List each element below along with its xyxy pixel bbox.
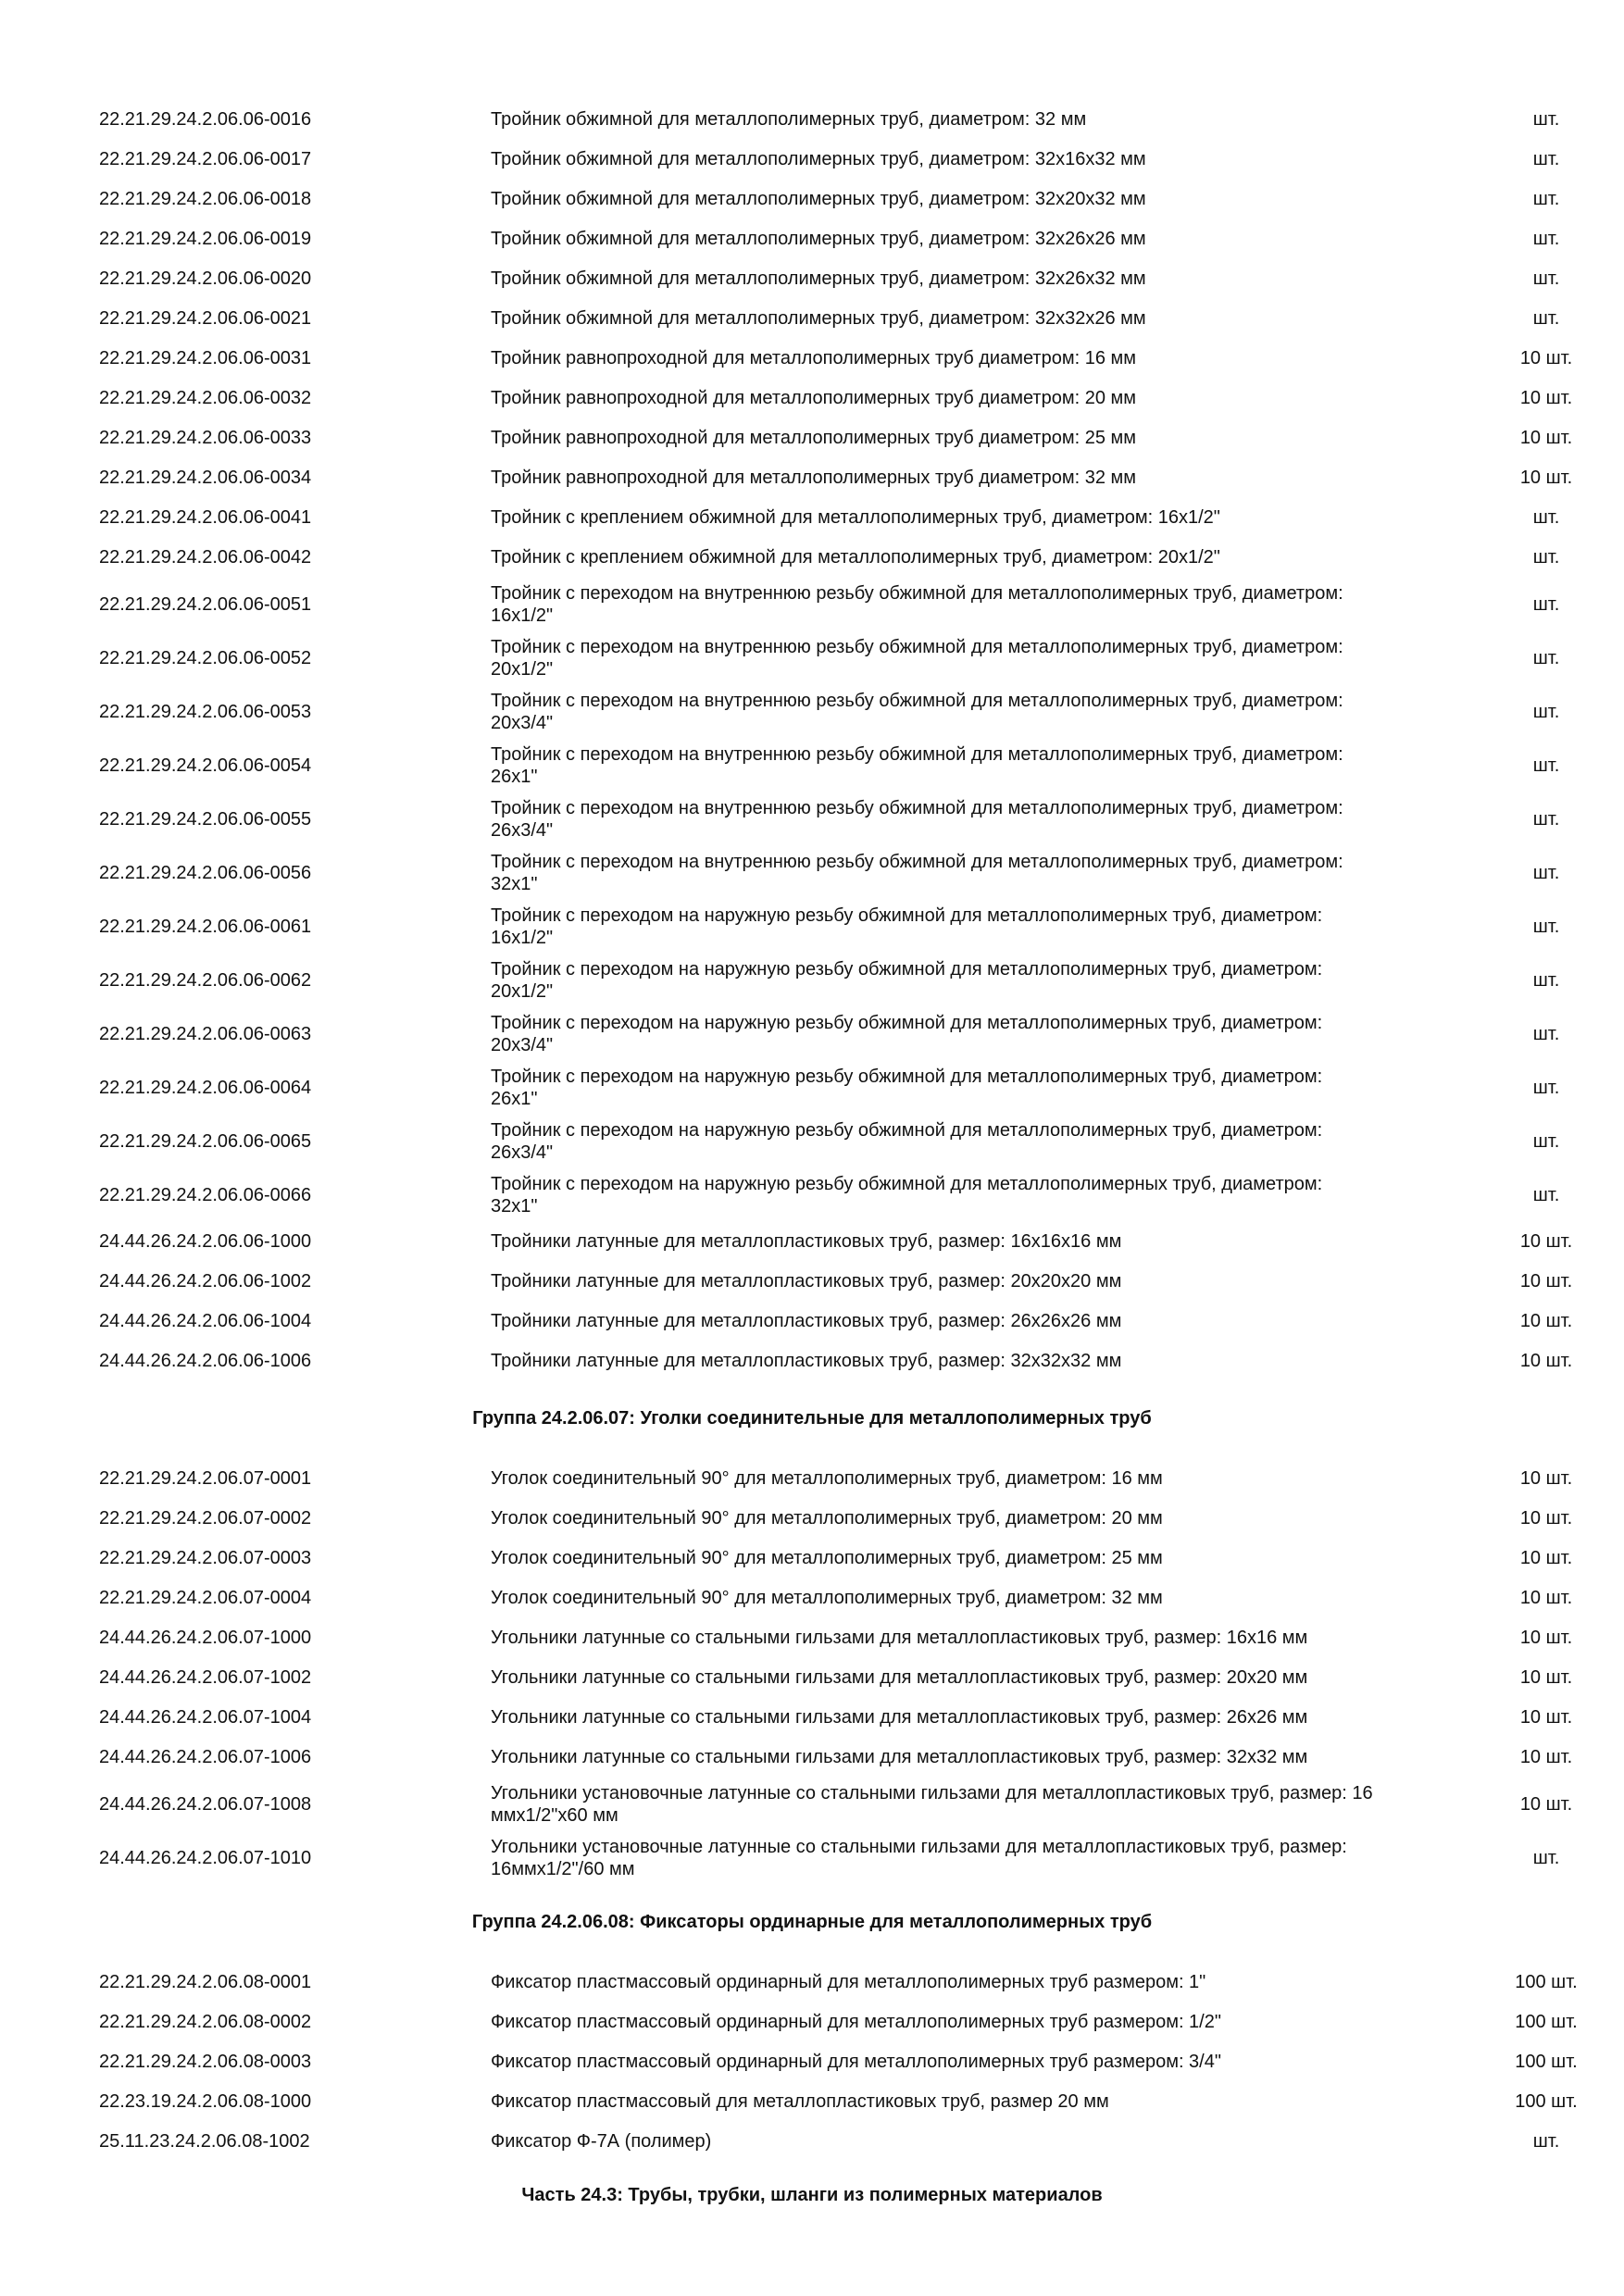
item-unit: 10 шт. bbox=[1519, 1628, 1573, 1648]
table-row bbox=[0, 797, 1624, 842]
item-name-line1: Тройник с переходом на внутреннюю резьбу обжимной для металлополимерных труб, диаметром: bbox=[491, 691, 1343, 711]
item-code: 22.21.29.24.2.06.06-0053 bbox=[99, 702, 312, 722]
item-name bbox=[491, 1836, 1454, 1880]
table-row bbox=[0, 905, 1624, 949]
item-name-line1: Тройники латунные для металлопластиковых труб, размер: 26х26х26 мм bbox=[491, 1311, 1122, 1331]
item-name-line2: 20х1/2" bbox=[491, 659, 554, 680]
item-name bbox=[491, 1230, 1454, 1253]
item-name bbox=[491, 1627, 1454, 1649]
table-row bbox=[0, 2011, 1624, 2033]
table-row bbox=[0, 690, 1624, 734]
item-code: 24.44.26.24.2.06.07-1006 bbox=[99, 1747, 312, 1767]
item-code: 25.11.23.24.2.06.08-1002 bbox=[99, 2131, 310, 2152]
item-unit: шт. bbox=[1532, 1078, 1560, 1098]
item-name bbox=[491, 1119, 1454, 1164]
item-name bbox=[491, 347, 1454, 369]
item-name-line1: Тройник с переходом на наружную резьбу обжимной для металлополимерных труб, диаметром: bbox=[491, 1067, 1323, 1087]
item-name-line1: Фиксатор пластмассовый ординарный для металлополимерных труб размером: 3/4" bbox=[491, 2052, 1221, 2072]
item-unit: шт. bbox=[1532, 1024, 1560, 1044]
item-code: 24.44.26.24.2.06.07-1010 bbox=[99, 1848, 312, 1868]
item-unit: 10 шт. bbox=[1519, 428, 1573, 448]
item-unit: 10 шт. bbox=[1519, 1747, 1573, 1767]
item-name-line1: Тройники латунные для металлопластиковых труб, размер: 20х20х20 мм bbox=[491, 1271, 1122, 1292]
table-row bbox=[0, 1119, 1624, 1164]
table-row bbox=[0, 743, 1624, 788]
item-name-line2: 20х3/4" bbox=[491, 713, 554, 733]
item-unit: шт. bbox=[1532, 863, 1560, 883]
item-code: 24.44.26.24.2.06.06-1006 bbox=[99, 1351, 312, 1371]
item-name-line1: Тройник с переходом на внутреннюю резьбу обжимной для металлополимерных труб, диаметром: bbox=[491, 744, 1343, 765]
item-code: 22.21.29.24.2.06.06-0061 bbox=[99, 917, 312, 937]
item-name-line1: Тройник обжимной для металлополимерных труб, диаметром: 32х32х26 мм bbox=[491, 308, 1146, 329]
item-name-line1: Фиксатор пластмассовый для металлопластиковых труб, размер 20 мм bbox=[491, 2091, 1109, 2112]
table-row bbox=[0, 347, 1624, 369]
part-heading: Часть 24.3: Трубы, трубки, шланги из полимерных материалов bbox=[521, 2185, 1103, 2205]
item-code: 22.21.29.24.2.06.06-0031 bbox=[99, 348, 312, 368]
table-row bbox=[0, 467, 1624, 489]
table-row bbox=[0, 851, 1624, 895]
item-name bbox=[491, 148, 1454, 170]
table-row bbox=[0, 546, 1624, 568]
item-code: 22.21.29.24.2.06.06-0041 bbox=[99, 507, 312, 528]
item-code: 22.21.29.24.2.06.08-0003 bbox=[99, 2052, 312, 2072]
table-row bbox=[0, 108, 1624, 131]
table-row bbox=[0, 427, 1624, 449]
item-name-line2: 16ммх1/2"/60 мм bbox=[491, 1859, 635, 1879]
item-unit: шт. bbox=[1532, 594, 1560, 615]
item-code: 22.21.29.24.2.06.07-0004 bbox=[99, 1588, 312, 1608]
item-name bbox=[491, 958, 1454, 1003]
table-row bbox=[0, 188, 1624, 210]
item-name bbox=[491, 467, 1454, 489]
group-heading: Группа 24.2.06.07: Уголки соединительные для металлополимерных труб bbox=[472, 1408, 1152, 1429]
item-name-line2: 16х1/2" bbox=[491, 928, 554, 948]
item-code: 22.21.29.24.2.06.06-0054 bbox=[99, 755, 312, 776]
table-row bbox=[0, 582, 1624, 627]
item-name bbox=[491, 307, 1454, 330]
item-unit: шт. bbox=[1532, 702, 1560, 722]
item-unit: шт. bbox=[1532, 109, 1560, 130]
item-name-line2: 26х1" bbox=[491, 767, 538, 787]
item-name-line2: ммх1/2"х60 мм bbox=[491, 1805, 618, 1826]
item-unit: шт. bbox=[1532, 229, 1560, 249]
item-name bbox=[491, 690, 1454, 734]
item-code: 22.21.29.24.2.06.06-0055 bbox=[99, 809, 312, 830]
table-row bbox=[0, 387, 1624, 409]
item-unit: 10 шт. bbox=[1519, 1508, 1573, 1529]
item-name-line1: Тройник равнопроходной для металлополимерных труб диаметром: 32 мм bbox=[491, 468, 1137, 488]
table-row bbox=[0, 1507, 1624, 1529]
item-name bbox=[491, 1350, 1454, 1372]
item-code: 22.21.29.24.2.06.06-0051 bbox=[99, 594, 312, 615]
table-row bbox=[0, 506, 1624, 529]
item-code: 24.44.26.24.2.06.07-1008 bbox=[99, 1794, 312, 1815]
item-name-line1: Уголок соединительный 90° для металлополимерных труб, диаметром: 20 мм bbox=[491, 1508, 1163, 1529]
item-name bbox=[491, 2090, 1454, 2113]
item-name bbox=[491, 546, 1454, 568]
item-name-line2: 20х1/2" bbox=[491, 981, 554, 1002]
item-name bbox=[491, 1012, 1454, 1056]
table-row bbox=[0, 1310, 1624, 1332]
item-code: 22.21.29.24.2.06.08-0001 bbox=[99, 1972, 312, 1992]
item-code: 22.21.29.24.2.06.06-0064 bbox=[99, 1078, 312, 1098]
item-unit: шт. bbox=[1532, 648, 1560, 668]
item-name-line2: 32х1" bbox=[491, 874, 538, 894]
item-unit: 10 шт. bbox=[1519, 348, 1573, 368]
item-name-line1: Уголок соединительный 90° для металлополимерных труб, диаметром: 32 мм bbox=[491, 1588, 1163, 1608]
item-unit: шт. bbox=[1532, 308, 1560, 329]
table-row bbox=[0, 1746, 1624, 1768]
item-code: 24.44.26.24.2.06.07-1002 bbox=[99, 1667, 312, 1688]
item-code: 22.21.29.24.2.06.06-0062 bbox=[99, 970, 312, 991]
table-row bbox=[0, 228, 1624, 250]
item-unit: 100 шт. bbox=[1515, 2091, 1578, 2112]
item-name bbox=[491, 582, 1454, 627]
item-name bbox=[491, 1706, 1454, 1728]
item-unit: шт. bbox=[1532, 917, 1560, 937]
table-row bbox=[0, 1350, 1624, 1372]
item-name-line1: Тройник равнопроходной для металлополимерных труб диаметром: 16 мм bbox=[491, 348, 1137, 368]
item-code: 22.21.29.24.2.06.06-0032 bbox=[99, 388, 312, 408]
item-code: 22.21.29.24.2.06.06-0056 bbox=[99, 863, 312, 883]
item-code: 22.21.29.24.2.06.06-0017 bbox=[99, 149, 312, 169]
item-unit: шт. bbox=[1532, 1848, 1560, 1868]
item-name bbox=[491, 188, 1454, 210]
item-code: 22.21.29.24.2.06.06-0063 bbox=[99, 1024, 312, 1044]
table-row bbox=[0, 148, 1624, 170]
table-row bbox=[0, 1627, 1624, 1649]
item-name-line2: 20х3/4" bbox=[491, 1035, 554, 1055]
item-name-line1: Тройник обжимной для металлополимерных труб, диаметром: 32х26х32 мм bbox=[491, 268, 1146, 289]
item-unit: 100 шт. bbox=[1515, 2012, 1578, 2032]
item-name-line1: Тройник обжимной для металлополимерных труб, диаметром: 32х16х32 мм bbox=[491, 149, 1146, 169]
item-unit: шт. bbox=[1532, 547, 1560, 568]
item-unit: шт. bbox=[1532, 268, 1560, 289]
item-name-line1: Тройник с переходом на внутреннюю резьбу обжимной для металлополимерных труб, диаметром: bbox=[491, 637, 1343, 657]
item-name bbox=[491, 1587, 1454, 1609]
item-name-line1: Тройник с переходом на наружную резьбу обжимной для металлополимерных труб, диаметром: bbox=[491, 1120, 1323, 1141]
item-unit: 10 шт. bbox=[1519, 1231, 1573, 1252]
table-row bbox=[0, 2130, 1624, 2152]
item-unit: шт. bbox=[1532, 1131, 1560, 1152]
item-name-line1: Уголок соединительный 90° для металлополимерных труб, диаметром: 25 мм bbox=[491, 1548, 1163, 1568]
item-name bbox=[491, 1310, 1454, 1332]
item-name bbox=[491, 2011, 1454, 2033]
item-unit: 10 шт. bbox=[1519, 1468, 1573, 1489]
item-name-line1: Фиксатор Ф-7А (полимер) bbox=[491, 2131, 712, 2152]
item-name-line1: Угольники латунные со стальными гильзами для металлопластиковых труб, размер: 32х32 мм bbox=[491, 1747, 1308, 1767]
item-unit: 10 шт. bbox=[1519, 1707, 1573, 1728]
item-code: 22.21.29.24.2.06.06-0034 bbox=[99, 468, 312, 488]
item-name-line2: 32х1" bbox=[491, 1196, 538, 1217]
item-unit: шт. bbox=[1532, 189, 1560, 209]
table-row bbox=[0, 636, 1624, 680]
item-code: 24.44.26.24.2.06.06-1002 bbox=[99, 1271, 312, 1292]
item-name-line1: Тройник с переходом на наружную резьбу обжимной для металлополимерных труб, диаметром: bbox=[491, 1174, 1323, 1194]
table-row bbox=[0, 1012, 1624, 1056]
item-code: 22.21.29.24.2.06.06-0066 bbox=[99, 1185, 312, 1205]
table-row bbox=[0, 307, 1624, 330]
item-code: 24.44.26.24.2.06.06-1004 bbox=[99, 1311, 312, 1331]
item-code: 22.21.29.24.2.06.06-0042 bbox=[99, 547, 312, 568]
item-name-line1: Тройники латунные для металлопластиковых труб, размер: 16х16х16 мм bbox=[491, 1231, 1122, 1252]
item-name-line1: Тройники латунные для металлопластиковых труб, размер: 32х32х32 мм bbox=[491, 1351, 1122, 1371]
item-code: 22.21.29.24.2.06.06-0019 bbox=[99, 229, 312, 249]
item-name bbox=[491, 1666, 1454, 1689]
table-row bbox=[0, 1467, 1624, 1490]
item-name bbox=[491, 2130, 1454, 2152]
table-row bbox=[0, 1782, 1624, 1827]
table-row bbox=[0, 2090, 1624, 2113]
item-unit: 10 шт. bbox=[1519, 388, 1573, 408]
item-name bbox=[491, 108, 1454, 131]
item-name bbox=[491, 1782, 1454, 1827]
item-code: 22.21.29.24.2.06.06-0065 bbox=[99, 1131, 312, 1152]
item-code: 22.21.29.24.2.06.06-0018 bbox=[99, 189, 312, 209]
item-name bbox=[491, 851, 1454, 895]
table-row bbox=[0, 1547, 1624, 1569]
item-name-line1: Уголок соединительный 90° для металлополимерных труб, диаметром: 16 мм bbox=[491, 1468, 1163, 1489]
item-code: 22.21.29.24.2.06.07-0001 bbox=[99, 1468, 312, 1489]
item-name bbox=[491, 1173, 1454, 1217]
item-unit: 10 шт. bbox=[1519, 1271, 1573, 1292]
table-row bbox=[0, 2051, 1624, 2073]
item-name-line1: Тройник с переходом на внутреннюю резьбу обжимной для металлополимерных труб, диаметром: bbox=[491, 852, 1343, 872]
item-name-line1: Угольники установочные латунные со стальными гильзами для металлопластиковых труб, размер: 16 bbox=[491, 1783, 1373, 1803]
item-unit: шт. bbox=[1532, 755, 1560, 776]
item-code: 22.23.19.24.2.06.08-1000 bbox=[99, 2091, 312, 2112]
item-name bbox=[491, 1746, 1454, 1768]
item-code: 24.44.26.24.2.06.07-1000 bbox=[99, 1628, 312, 1648]
item-name bbox=[491, 506, 1454, 529]
group-heading: Группа 24.2.06.08: Фиксаторы ординарные для металлополимерных труб bbox=[471, 1912, 1153, 1932]
item-name-line2: 16х1/2" bbox=[491, 605, 554, 626]
item-unit: 10 шт. bbox=[1519, 1351, 1573, 1371]
item-name-line1: Тройник обжимной для металлополимерных труб, диаметром: 32х26х26 мм bbox=[491, 229, 1146, 249]
item-unit: 10 шт. bbox=[1519, 1548, 1573, 1568]
item-name-line1: Тройник равнопроходной для металлополимерных труб диаметром: 25 мм bbox=[491, 428, 1137, 448]
item-name bbox=[491, 1507, 1454, 1529]
item-code: 22.21.29.24.2.06.06-0016 bbox=[99, 109, 312, 130]
item-name bbox=[491, 1467, 1454, 1490]
item-unit: 10 шт. bbox=[1519, 468, 1573, 488]
item-name bbox=[491, 636, 1454, 680]
item-code: 24.44.26.24.2.06.06-1000 bbox=[99, 1231, 312, 1252]
item-name-line1: Тройник с креплением обжимной для металлополимерных труб, диаметром: 20х1/2" bbox=[491, 547, 1220, 568]
item-name bbox=[491, 228, 1454, 250]
item-unit: шт. bbox=[1532, 809, 1560, 830]
item-name-line1: Фиксатор пластмассовый ординарный для металлополимерных труб размером: 1/2" bbox=[491, 2012, 1221, 2032]
table-row bbox=[0, 1230, 1624, 1253]
table-row bbox=[0, 1666, 1624, 1689]
table-row bbox=[0, 1706, 1624, 1728]
table-row bbox=[0, 268, 1624, 290]
item-name-line1: Угольники латунные со стальными гильзами для металлопластиковых труб, размер: 26х26 мм bbox=[491, 1707, 1308, 1728]
table-row bbox=[0, 1836, 1624, 1880]
item-name-line2: 26х1" bbox=[491, 1089, 538, 1109]
item-name-line1: Тройник с креплением обжимной для металлополимерных труб, диаметром: 16х1/2" bbox=[491, 507, 1220, 528]
item-name-line1: Фиксатор пластмассовый ординарный для металлополимерных труб размером: 1" bbox=[491, 1972, 1206, 1992]
item-name bbox=[491, 797, 1454, 842]
item-code: 22.21.29.24.2.06.06-0020 bbox=[99, 268, 312, 289]
item-name bbox=[491, 427, 1454, 449]
item-code: 22.21.29.24.2.06.08-0002 bbox=[99, 2012, 312, 2032]
item-name-line1: Тройник обжимной для металлополимерных труб, диаметром: 32х20х32 мм bbox=[491, 189, 1146, 209]
item-unit: 10 шт. bbox=[1519, 1588, 1573, 1608]
item-code: 22.21.29.24.2.06.07-0003 bbox=[99, 1548, 312, 1568]
item-unit: шт. bbox=[1532, 2131, 1560, 2152]
item-code: 22.21.29.24.2.06.07-0002 bbox=[99, 1508, 312, 1529]
item-name bbox=[491, 1547, 1454, 1569]
item-name-line1: Угольники латунные со стальными гильзами для металлопластиковых труб, размер: 16х16 мм bbox=[491, 1628, 1308, 1648]
table-row bbox=[0, 1587, 1624, 1609]
item-code: 24.44.26.24.2.06.07-1004 bbox=[99, 1707, 312, 1728]
item-name-line2: 26х3/4" bbox=[491, 820, 554, 841]
item-name bbox=[491, 905, 1454, 949]
item-unit: шт. bbox=[1532, 970, 1560, 991]
table-row bbox=[0, 1066, 1624, 1110]
table-row bbox=[0, 1971, 1624, 1993]
item-unit: шт. bbox=[1532, 149, 1560, 169]
item-unit: 10 шт. bbox=[1519, 1667, 1573, 1688]
item-name-line1: Тройник с переходом на внутреннюю резьбу обжимной для металлополимерных труб, диаметром: bbox=[491, 798, 1343, 818]
item-unit: 10 шт. bbox=[1519, 1794, 1573, 1815]
item-name bbox=[491, 1066, 1454, 1110]
item-name-line1: Тройник с переходом на наружную резьбу обжимной для металлополимерных труб, диаметром: bbox=[491, 905, 1323, 926]
item-name bbox=[491, 743, 1454, 788]
item-unit: шт. bbox=[1532, 1185, 1560, 1205]
table-row bbox=[0, 1270, 1624, 1292]
item-name-line1: Угольники латунные со стальными гильзами для металлопластиковых труб, размер: 20х20 мм bbox=[491, 1667, 1308, 1688]
item-name-line1: Тройник обжимной для металлополимерных труб, диаметром: 32 мм bbox=[491, 109, 1087, 130]
item-unit: шт. bbox=[1532, 507, 1560, 528]
table-row bbox=[0, 1173, 1624, 1217]
item-name bbox=[491, 1270, 1454, 1292]
item-code: 22.21.29.24.2.06.06-0021 bbox=[99, 308, 312, 329]
item-name bbox=[491, 387, 1454, 409]
item-code: 22.21.29.24.2.06.06-0052 bbox=[99, 648, 312, 668]
item-name-line1: Угольники установочные латунные со стальными гильзами для металлопластиковых труб, размер: bbox=[491, 1837, 1347, 1857]
item-code: 22.21.29.24.2.06.06-0033 bbox=[99, 428, 312, 448]
table-row bbox=[0, 958, 1624, 1003]
item-unit: 100 шт. bbox=[1515, 1972, 1578, 1992]
item-name-line1: Тройник с переходом на наружную резьбу обжимной для металлополимерных труб, диаметром: bbox=[491, 959, 1323, 980]
item-name-line2: 26х3/4" bbox=[491, 1142, 554, 1163]
item-name bbox=[491, 1971, 1454, 1993]
item-name bbox=[491, 268, 1454, 290]
item-name-line1: Тройник с переходом на наружную резьбу обжимной для металлополимерных труб, диаметром: bbox=[491, 1013, 1323, 1033]
item-unit: 100 шт. bbox=[1515, 2052, 1578, 2072]
item-unit: 10 шт. bbox=[1519, 1311, 1573, 1331]
item-name bbox=[491, 2051, 1454, 2073]
item-name-line1: Тройник равнопроходной для металлополимерных труб диаметром: 20 мм bbox=[491, 388, 1137, 408]
item-name-line1: Тройник с переходом на внутреннюю резьбу обжимной для металлополимерных труб, диаметром: bbox=[491, 583, 1343, 604]
